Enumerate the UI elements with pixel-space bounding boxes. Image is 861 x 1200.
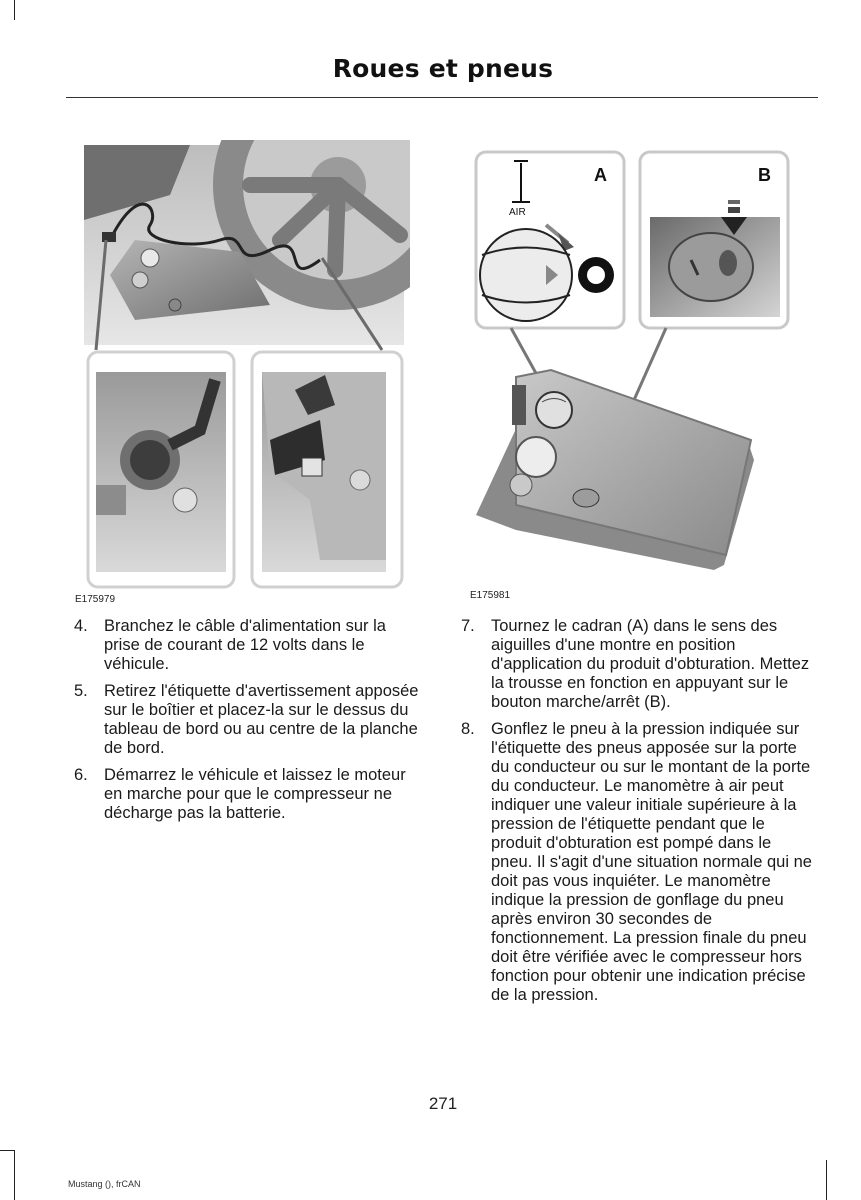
step-number: 4. [74,617,88,635]
step-text: Retirez l'étiquette d'avertissement apposée sur le boîtier et placez-la sur le dessus du tableau de bord ou au centre de la planche de bord. [104,682,419,757]
step-number: 8. [461,720,475,738]
step-text: Tournez le cadran (A) dans le sens des aiguilles d'une montre en position d'application du produit d'obturation. Mettez la trousse en fonction en appuyant sur le bouton marche/arrêt (B). [491,617,810,711]
step-number: 7. [461,617,475,635]
crop-mark-bottom-right [826,1160,827,1200]
figure-compressor-connection [80,140,410,595]
figure-compressor-controls [466,145,796,590]
right-step-list [461,617,816,1013]
figure-code-right: E175981 [470,590,511,601]
label-a: A [594,165,607,185]
air-label: AIR [509,207,526,218]
crop-mark-bottom-left-h [0,1150,15,1151]
page-title: Roues et pneus [332,54,554,83]
step-number: 5. [74,682,88,700]
left-step-list [74,617,420,831]
list-item [461,617,816,712]
list-item [74,766,420,823]
figure-code-left: E175979 [75,594,116,605]
document-id: Mustang (), frCAN [68,1179,141,1189]
step-number: 6. [74,766,88,784]
crop-mark-bottom-left [14,1150,15,1200]
crop-mark-top-left [14,0,15,20]
step-text: Démarrez le véhicule et laissez le moteur en marche pour que le compresseur ne décharge pas la batterie. [104,766,406,822]
step-text: Gonflez le pneu à la pression indiquée sur l'étiquette des pneus apposée sur la porte du conducteur ou sur le montant de la porte du conducteur. Le manomètre à air peut indiquer une valeur initiale supérieure à la pression de l'étiquette pendant que le produit d'obturation est pompé dans le pneu. Il s'agit d'une situation normale qui ne doit pas vous inquiéter. Le manomètre indique la pression de gonflage du pneu après environ 30 secondes de fonctionnement. La pression finale du pneu doit être vérifiée avec le compresseur hors fonction pour obtenir une indication précise de la pression. [491,720,812,1004]
label-b: B [758,165,771,185]
list-item [74,617,420,674]
list-item [461,720,816,1005]
page-number: 271 [428,1094,458,1113]
step-text: Branchez le câble d'alimentation sur la prise de courant de 12 volts dans le véhicule. [104,617,386,673]
list-item [74,682,420,758]
header-rule [66,97,818,98]
